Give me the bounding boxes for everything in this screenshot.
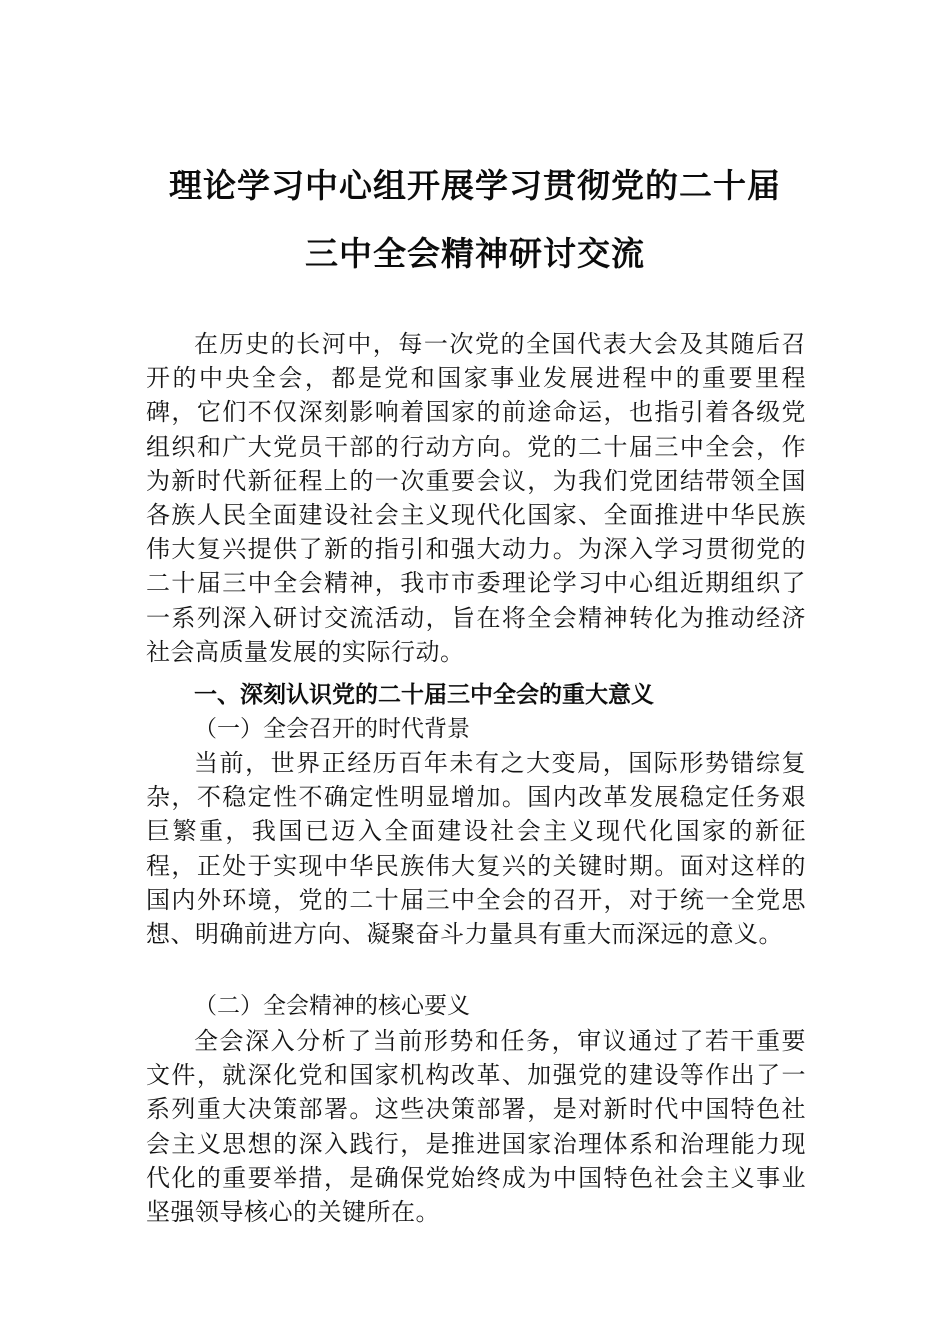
subsection-2-heading: （二）全会精神的核心要义 [194,993,470,1019]
document-title-line-1: 理论学习中心组开展学习贯彻党的二十届 [169,166,781,205]
subsection-2-paragraph: 全会深入分析了当前形势和任务，审议通过了若干重要文件，就深化党和国家机构改革、加强党的建设等作出了一系列重大决策部署。这些决策部署，是对新时代中国特色社会主义思想的深入践行，是推进国家治理体系和治理能力现代化的重要举措，是确保党始终成为中国特色社会主义事业坚强领导核心的关键所在。 [146,1027,806,1227]
intro-paragraph: 在历史的长河中，每一次党的全国代表大会及其随后召开的中央全会，都是党和国家事业发展进程中的重要里程碑，它们不仅深刻影响着国家的前途命运，也指引着各级党组织和广大党员干部的行动方向。党的二十届三中全会，作为新时代新征程上的一次重要会议，为我们党团结带领全国各族人民全面建设社会主义现代化国家、全面推进中华民族伟大复兴提供了新的指引和强大动力。为深入学习贯彻党的二十届三中全会精神，我市市委理论学习中心组近期组织了一系列深入研讨交流活动，旨在将全会精神转化为推动经济社会高质量发展的实际行动。 [146,330,806,666]
document-title-line-2: 三中全会精神研讨交流 [305,234,645,273]
subsection-1-heading: （一）全会召开的时代背景 [194,716,470,742]
subsection-1-paragraph: 当前，世界正经历百年未有之大变局，国际形势错综复杂，不稳定性不确定性明显增加。国内改革发展稳定任务艰巨繁重，我国已迈入全面建设社会主义现代化国家的新征程，正处于实现中华民族伟大复兴的关键时期。面对这样的国内外环境，党的二十届三中全会的召开，对于统一全党思想、明确前进方向、凝聚奋斗力量具有重大而深远的意义。 [146,749,806,949]
section-1-heading: 一、深刻认识党的二十届三中全会的重大意义 [194,682,654,708]
